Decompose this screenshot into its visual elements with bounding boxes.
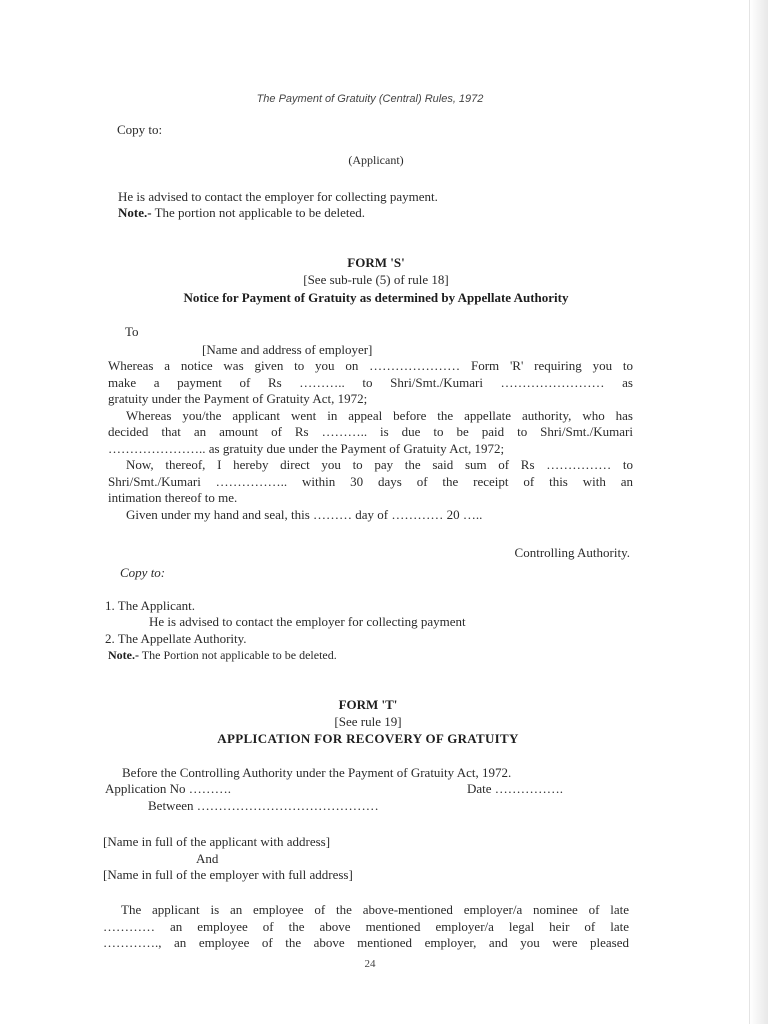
before-line: Before the Controlling Authority under the Payment of Gratuity Act, 1972. xyxy=(122,765,512,780)
para3-line1: Now, thereof, I hereby direct you to pay the said sum of Rs …………… to xyxy=(126,457,633,472)
date-field: Date ……………. xyxy=(467,781,564,796)
note-text: The Portion not applicable to be deleted. xyxy=(141,648,337,662)
between-line: Between …………………………………… xyxy=(148,798,379,813)
form-t-heading: APPLICATION FOR RECOVERY OF GRATUITY xyxy=(217,731,519,746)
form-t-rule-ref: [See rule 19] xyxy=(334,714,402,729)
applicant-name: [Name in full of the applicant with address] xyxy=(103,834,331,849)
copy-item-2: 2. The Appellate Authority. xyxy=(105,631,247,646)
note-label: Note.- xyxy=(108,648,139,662)
page-edge-shadow xyxy=(749,0,768,1024)
copy-to-label: Copy to: xyxy=(117,122,163,137)
form-t-line3: …………., an employee of the above mentioned employer, and you were pleased xyxy=(103,935,629,950)
form-s-title: FORM 'S' xyxy=(347,255,405,270)
para2-line2: decided that an amount of Rs ……….. is due to be paid to Shri/Smt./Kumari xyxy=(108,424,633,439)
form-t-line1: The applicant is an employee of the above-mentioned employer/a nominee of late xyxy=(121,902,629,917)
note-label: Note.- xyxy=(118,205,152,220)
copy-item-1: 1. The Applicant. xyxy=(105,598,196,613)
para2-line1: Whereas you/the applicant went in appeal before the appellate authority, who has xyxy=(126,407,633,423)
form-s-heading: Notice for Payment of Gratuity as determined by Appellate Authority xyxy=(183,290,569,305)
note-text: The portion not applicable to be deleted. xyxy=(154,205,366,220)
para1-line1: Whereas a notice was given to you on ………………… Form 'R' requiring you to xyxy=(108,358,633,373)
para1-line3: gratuity under the Payment of Gratuity Act, 1972; xyxy=(108,391,368,406)
form-t-line2: ………… an employee of the above mentioned employer/a legal heir of late xyxy=(103,918,629,934)
para3-line2: Shri/Smt./Kumari …………….. within 30 days of the receipt of this with an xyxy=(108,473,633,489)
given-line: Given under my hand and seal, this ……… day of ………… 20 ….. xyxy=(126,506,483,522)
page-number: 24 xyxy=(364,958,376,970)
top-note xyxy=(118,205,365,220)
para2-line3: ………………….. as gratuity due under the Payment of Gratuity Act, 1972; xyxy=(108,440,505,456)
employer-name: [Name in full of the employer with full address] xyxy=(103,867,353,882)
to-label: To xyxy=(125,324,139,339)
form-s-copy-to: Copy to: xyxy=(120,565,166,580)
copy-item-1-note: He is advised to contact the employer for collecting payment xyxy=(149,614,466,629)
running-header: The Payment of Gratuity (Central) Rules, 1972 xyxy=(256,93,484,105)
signatory: Controlling Authority. xyxy=(514,545,630,560)
application-no: Application No ………. xyxy=(105,781,232,796)
form-s-body xyxy=(108,358,633,523)
form-s-note xyxy=(108,648,337,663)
advice-text: He is advised to contact the employer for collecting payment. xyxy=(118,189,438,204)
form-t-body xyxy=(103,902,629,952)
form-t-title: FORM 'T' xyxy=(338,697,398,712)
addressee: [Name and address of employer] xyxy=(202,342,373,357)
para3-line3: intimation thereof to me. xyxy=(108,490,238,505)
and-label: And xyxy=(196,851,219,866)
form-s-rule-ref: [See sub-rule (5) of rule 18] xyxy=(303,272,449,287)
applicant-label: (Applicant) xyxy=(348,153,404,167)
para1-line2: make a payment of Rs ……….. to Shri/Smt./Kumari …………………… as xyxy=(108,374,633,390)
